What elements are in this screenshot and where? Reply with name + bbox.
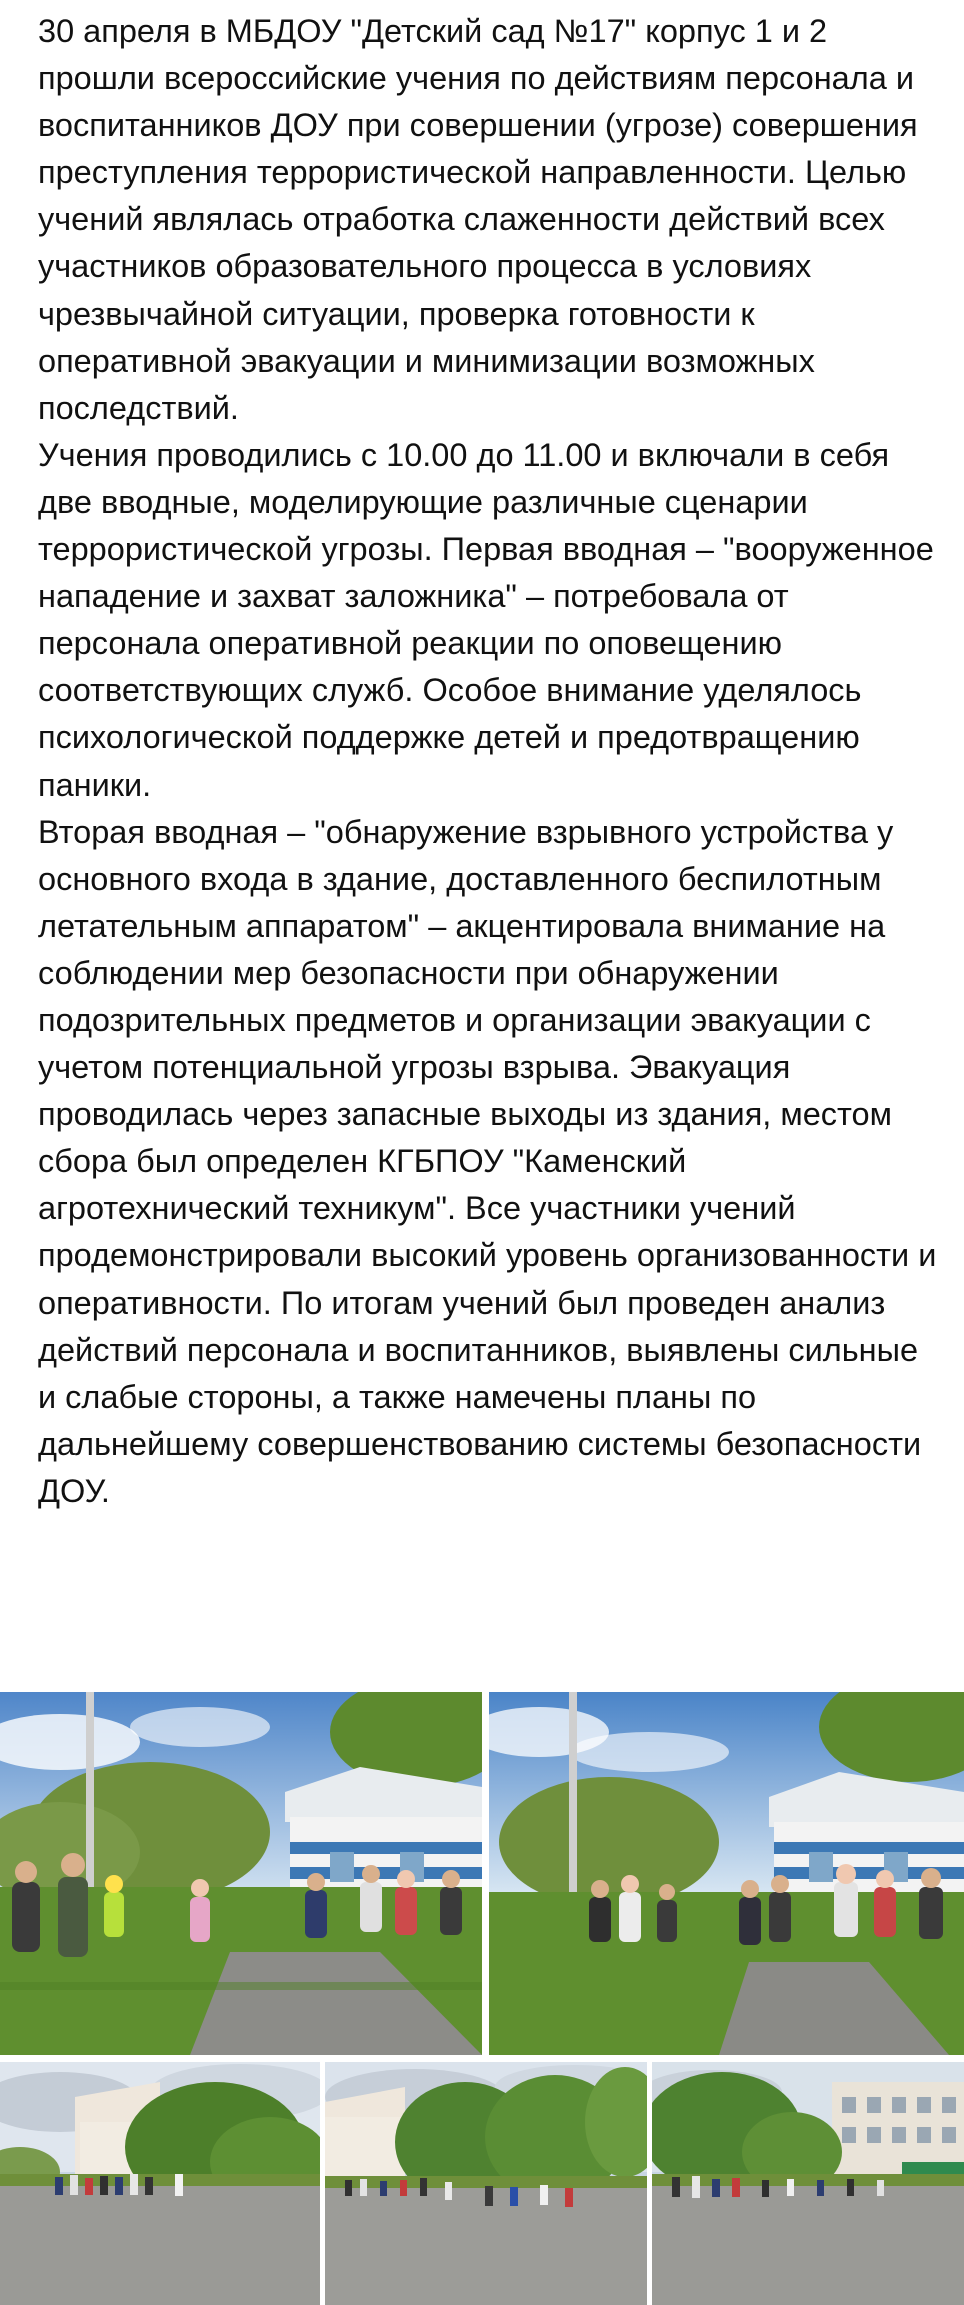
photo-yard-group-2[interactable] bbox=[325, 2062, 647, 2305]
post-text bbox=[38, 8, 938, 1515]
photo-yard-group-3[interactable] bbox=[652, 2062, 964, 2305]
post-paragraph-1: 30 апреля в МБДОУ "Детский сад №17" корпус 1 и 2 прошли всероссийские учения по действиям персонала и воспитанников ДОУ при совершении (угрозе) совершения преступления террористической направленности. Целью учений являлась отработка слаженности действий всех участников образовательного процесса в условиях чрезвычайной ситуации, проверка готовности к оперативной эвакуации и минимизации возможных последствий. bbox=[38, 13, 918, 426]
photo-yard-group-1[interactable] bbox=[0, 2062, 320, 2305]
photo-evacuation-group-1[interactable] bbox=[0, 1692, 482, 2055]
post-paragraph-3: Вторая вводная – "обнаружение взрывного устройства у основного входа в здание, доставленного беспилотным летательным аппаратом" – акцентировала внимание на соблюдении мер безопасности при обнаружении подозрительных предметов и организации эвакуации с учетом потенциальной угрозы взрыва. Эвакуация проводилась через запасные выходы из здания, местом сбора был определен КГБПОУ "Каменский агротехнический техникум". Все участники учений продемонстрировали высокий уровень организованности и оперативности. По итогам учений был проведен анализ действий персонала и воспитанников, выявлены сильные и слабые стороны, а также намечены планы по дальнейшему совершенствованию системы безопасности ДОУ. bbox=[38, 813, 937, 1509]
post-paragraph-2: Учения проводились с 10.00 до 11.00 и включали в себя две вводные, моделирующие различные сценарии террористической угрозы. Первая вводная – "вооруженное нападение и захват заложника" – потребовала от персонала оперативной реакции по оповещению соответствующих служб. Особое внимание уделялось психологической поддержке детей и предотвращению паники. bbox=[38, 436, 934, 803]
photo-gallery bbox=[0, 1692, 964, 2305]
photo-evacuation-group-2[interactable] bbox=[489, 1692, 964, 2055]
